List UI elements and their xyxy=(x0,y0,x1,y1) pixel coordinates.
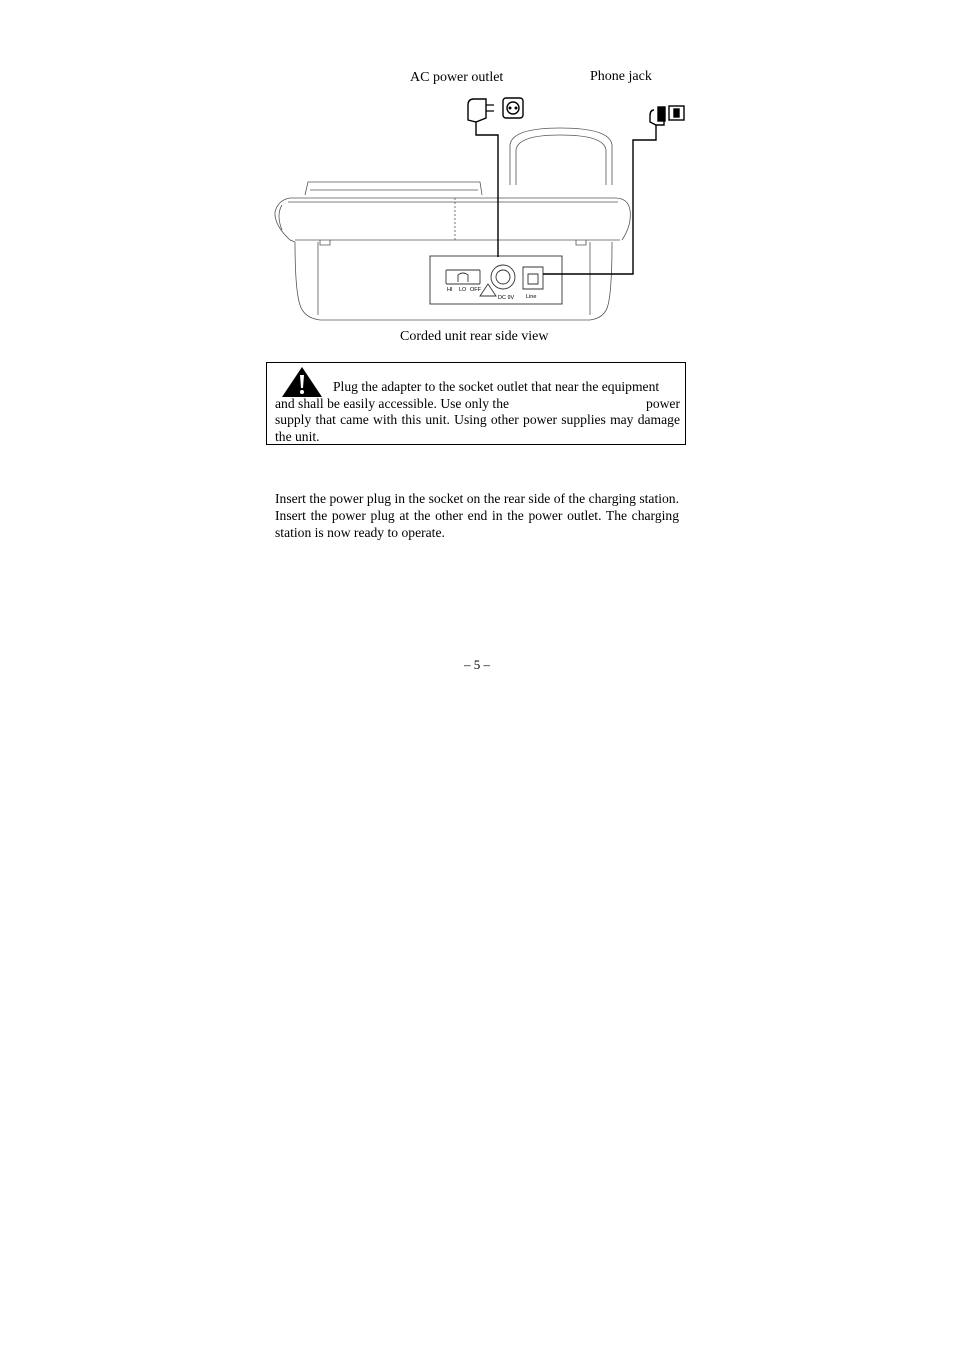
warning-line-2-start: and shall be easily accessible. Use only the xyxy=(275,395,510,411)
warning-line-1: Plug the adapter to the socket outlet that near the equipment xyxy=(333,379,660,394)
ac-power-outlet-label: AC power outlet xyxy=(410,70,504,85)
figure-caption: Corded unit rear side view xyxy=(400,329,549,344)
warning-box xyxy=(266,362,686,445)
warning-rest: supply that came with this unit. Using other power supplies may damage the unit. xyxy=(275,412,680,444)
dc-label: DC 9V xyxy=(498,295,515,301)
instruction-paragraph: Insert the power plug in the socket on the rear side of the charging station. Insert the power plug at the other end in the power outlet. The charging station is now ready to operate. xyxy=(275,491,679,540)
switch-label-lo: LO xyxy=(459,287,467,293)
switch-label-hi: HI xyxy=(447,287,453,293)
line-label: Line xyxy=(526,294,537,300)
switch-label-off: OFF xyxy=(470,287,481,293)
phone-jack-label: Phone jack xyxy=(590,69,652,84)
page-number: – 5 – xyxy=(464,657,490,672)
warning-text xyxy=(275,379,680,445)
phone-rear-view-diagram xyxy=(260,90,700,330)
warning-line-2-end: power xyxy=(646,395,680,411)
